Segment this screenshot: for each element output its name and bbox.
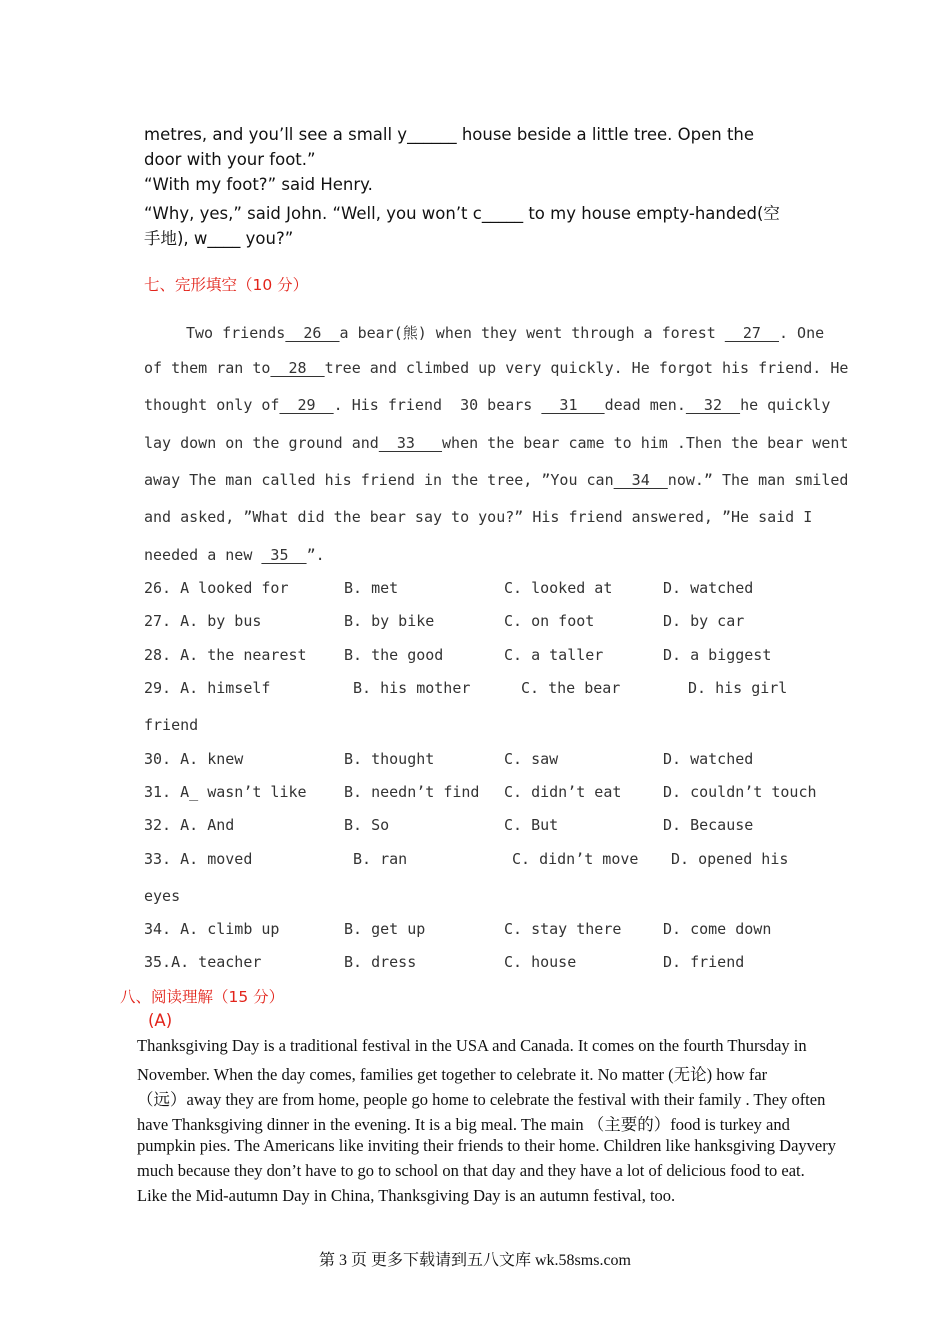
option-29-b: B. his mother <box>353 679 471 697</box>
section-8-heading: 八、阅读理解（15 分） <box>120 988 285 1006</box>
reading-line-5: pumpkin pies. The Americans like inviting their friends to their home. Children like hanksgiving Dayvery <box>137 1136 836 1155</box>
section-7-heading: 七、完形填空（10 分） <box>144 276 309 294</box>
passage-line-1: metres, and you’ll see a small y______ house beside a little tree. Open the <box>144 125 755 144</box>
blank-28: 28 <box>270 359 325 377</box>
option-32-a: 32. A. And <box>144 816 235 834</box>
option-35-c: C. house <box>504 953 577 971</box>
cloze-line-3: thought only of 29 . His friend 30 bears 31 dead men. 32 he quickly <box>144 396 831 414</box>
option-33-d: D. opened his <box>671 850 789 868</box>
blank-29: 29 <box>279 396 334 414</box>
option-29-c: C. the bear <box>521 679 621 697</box>
option-27-d: D. by car <box>663 612 745 630</box>
option-34-c: C. stay there <box>504 920 622 938</box>
option-34-d: D. come down <box>663 920 772 938</box>
passage-line-2: door with your foot.” <box>144 150 316 169</box>
option-33-c: C. didn’t move <box>512 850 639 868</box>
cloze-line-4: lay down on the ground and 33 when the bear came to him .Then the bear went <box>144 434 849 452</box>
cloze-line-1: Two friends 26 a bear(熊) when they went through a forest 27 . One <box>186 324 825 342</box>
option-30-a: 30. A. knew <box>144 750 244 768</box>
option-29-d: D. his girl <box>688 679 788 697</box>
option-29-wrap: friend <box>144 716 199 734</box>
option-35-b: B. dress <box>344 953 417 971</box>
blank-31: 31 <box>541 396 605 414</box>
reading-line-3: （远）away they are from home, people go home to celebrate the festival with their family . They often <box>137 1090 826 1109</box>
reading-line-1: Thanksgiving Day is a traditional festival in the USA and Canada. It comes on the fourth Thursday in <box>137 1036 807 1055</box>
option-27-c: C. on foot <box>504 612 595 630</box>
option-31-c: C. didn’t eat <box>504 783 622 801</box>
option-35-d: D. friend <box>663 953 745 971</box>
option-26-a: 26. A looked for <box>144 579 289 597</box>
reading-line-2: November. When the day comes, families get together to celebrate it. No matter (无论) how far <box>137 1065 768 1084</box>
passage-line-5: 手地), w____ you?” <box>144 229 294 248</box>
option-30-c: C. saw <box>504 750 559 768</box>
option-33-a: 33. A. moved <box>144 850 253 868</box>
cloze-line-5: away The man called his friend in the tree, ”You can 34 now.” The man smiled <box>144 471 849 489</box>
option-30-b: B. thought <box>344 750 435 768</box>
cloze-line-2: of them ran to 28 tree and climbed up very quickly. He forgot his friend. He <box>144 359 849 377</box>
option-28-c: C. a taller <box>504 646 604 664</box>
blank-32: 32 <box>685 396 741 414</box>
option-33-wrap: eyes <box>144 887 181 905</box>
option-27-a: 27. A. by bus <box>144 612 262 630</box>
option-31-d: D. couldn’t touch <box>663 783 817 801</box>
option-32-b: B. So <box>344 816 390 834</box>
option-26-c: C. looked at <box>504 579 613 597</box>
option-32-c: C. But <box>504 816 559 834</box>
blank-35: 35 <box>261 546 307 564</box>
option-31-a: 31. A_ wasn’t like <box>144 783 307 801</box>
passage-line-4: “Why, yes,” said John. “Well, you won’t c_____ to my house empty-handed(空 <box>144 204 780 223</box>
option-34-b: B. get up <box>344 920 426 938</box>
option-28-a: 28. A. the nearest <box>144 646 307 664</box>
option-33-b: B. ran <box>353 850 408 868</box>
section-8-subheading: (A) <box>148 1011 173 1030</box>
blank-34: 34 <box>613 471 668 489</box>
option-29-a: 29. A. himself <box>144 679 271 697</box>
blank-26: 26 <box>285 324 340 342</box>
option-35-a: 35.A. teacher <box>144 953 262 971</box>
option-26-d: D. watched <box>663 579 754 597</box>
cloze-line-6: and asked, ”What did the bear say to you?” His friend answered, ”He said I <box>144 508 813 526</box>
blank-27: 27 <box>724 324 779 342</box>
page-footer: 第 3 页 更多下载请到五八文库 wk.58sms.com <box>318 1252 631 1269</box>
cloze-line-7: needed a new 35 ”. <box>144 546 325 564</box>
option-28-b: B. the good <box>344 646 444 664</box>
reading-line-6: much because they don’t have to go to school on that day and they have a lot of delicious food to eat. <box>137 1161 805 1180</box>
option-31-b: B. needn’t find <box>344 783 480 801</box>
option-27-b: B. by bike <box>344 612 435 630</box>
option-28-d: D. a biggest <box>663 646 772 664</box>
option-26-b: B. met <box>344 579 399 597</box>
reading-line-4: have Thanksgiving dinner in the evening. It is a big meal. The main （主要的）food is turkey and <box>137 1115 790 1134</box>
option-30-d: D. watched <box>663 750 754 768</box>
option-32-d: D. Because <box>663 816 754 834</box>
passage-line-3: “With my foot?” said Henry. <box>144 175 373 194</box>
reading-line-7: Like the Mid-autumn Day in China, Thanksgiving Day is an autumn festival, too. <box>137 1186 676 1205</box>
option-34-a: 34. A. climb up <box>144 920 280 938</box>
blank-33: 33 <box>378 434 443 452</box>
